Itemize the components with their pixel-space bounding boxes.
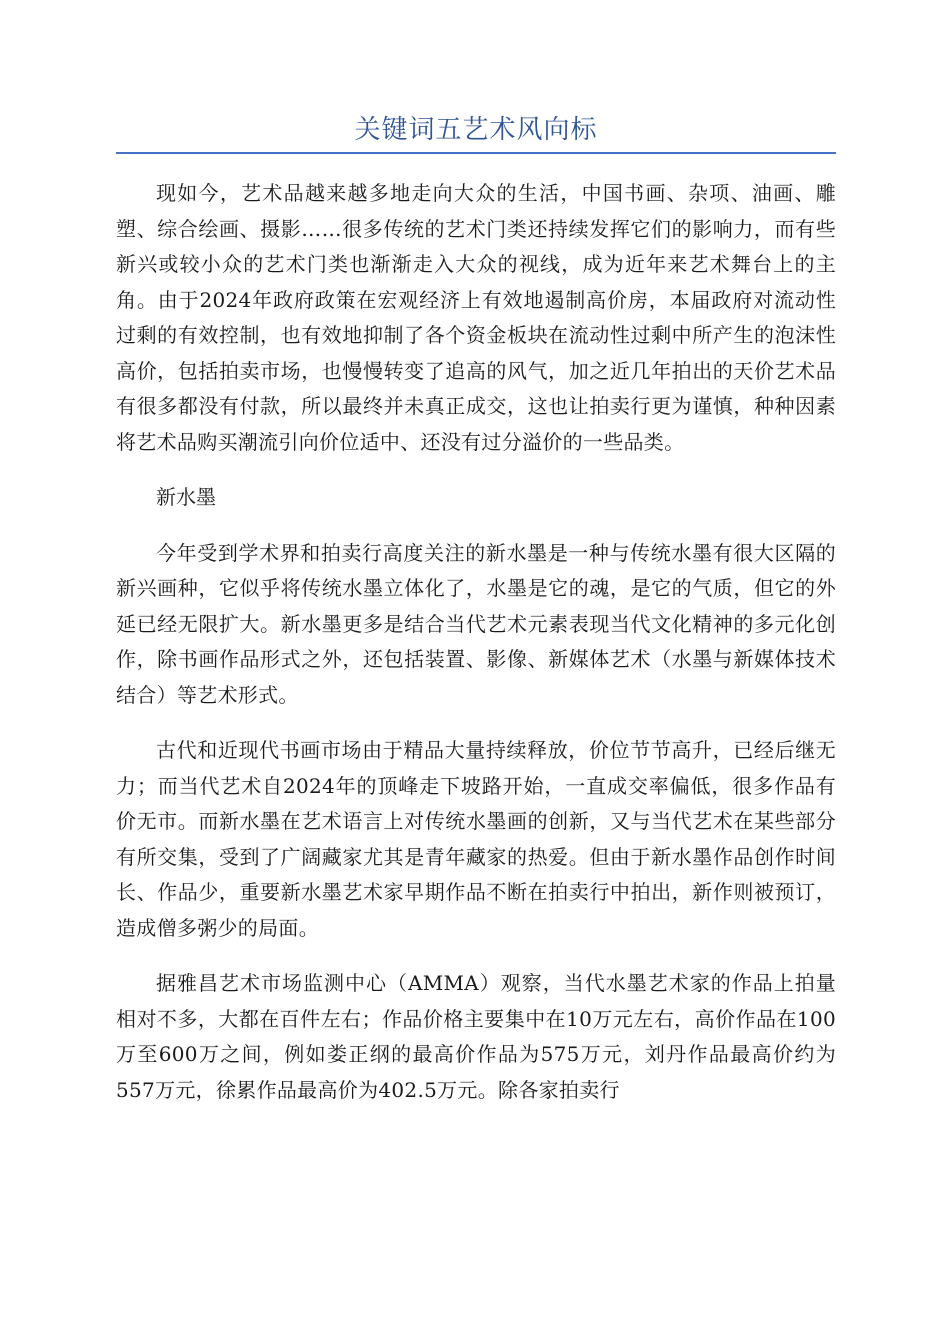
body-paragraph-1: 今年受到学术界和拍卖行高度关注的新水墨是一种与传统水墨有很大区隔的新兴画种，它似乎将传统水墨立体化了，水墨是它的魂，是它的气质，但它的外延已经无限扩大。新水墨更多是结合当代艺术元素表现当代文化精神的多元化创作，除书画作品形式之外，还包括装置、影像、新媒体艺术（水墨与新媒体技术结合）等艺术形式。 (116, 540, 836, 707)
intro-paragraph: 现如今，艺术品越来越多地走向大众的生活，中国书画、杂项、油画、雕塑、综合绘画、摄影……很多传统的艺术门类还持续发挥它们的影响力，而有些新兴或较小众的艺术门类也渐渐走入大众的视线，成为近年来艺术舞台上的主角。由于2024年政府政策在宏观经济上有效地遏制高价房，本届政府对流动性过剩的有效控制，也有效地抑制了各个资金板块在流动性过剩中所产生的泡沫性高价，包括拍卖市场，也慢慢转变了追高的风气，加之近几年拍出的天价艺术品有很多都没有付款，所以最终并未真正成交，这也让拍卖行更为谨慎，种种因素将艺术品购买潮流引向价位适中、还没有过分溢价的一些品类。 (116, 181, 836, 454)
document-page (116, 110, 836, 1128)
document-title: 关键词五艺术风向标 (354, 115, 598, 145)
body-paragraph-2: 古代和近现代书画市场由于精品大量持续释放，价位节节高升，已经后继无力；而当代艺术自2024年的顶峰走下坡路开始，一直成交率偏低，很多作品有价无市。而新水墨在艺术语言上对传统水墨画的创新，又与当代艺术在某些部分有所交集，受到了广阔藏家尤其是青年藏家的热爱。但由于新水墨作品创作时间长、作品少，重要新水墨艺术家早期作品不断在拍卖行中拍出，新作则被预订，造成僧多粥少的局面。 (116, 738, 836, 940)
section-subheading: 新水墨 (156, 485, 216, 509)
title-underline (116, 152, 836, 154)
body-paragraph-3: 据雅昌艺术市场监测中心（AMMA）观察，当代水墨艺术家的作品上拍量相对不多，大都在百件左右；作品价格主要集中在10万元左右，高价作品在100万至600万之间，例如娄正纲的最高价作品为575万元，刘丹作品最高价约为557万元，徐累作品最高价为402.5万元。除各家拍卖行 (116, 971, 836, 1102)
